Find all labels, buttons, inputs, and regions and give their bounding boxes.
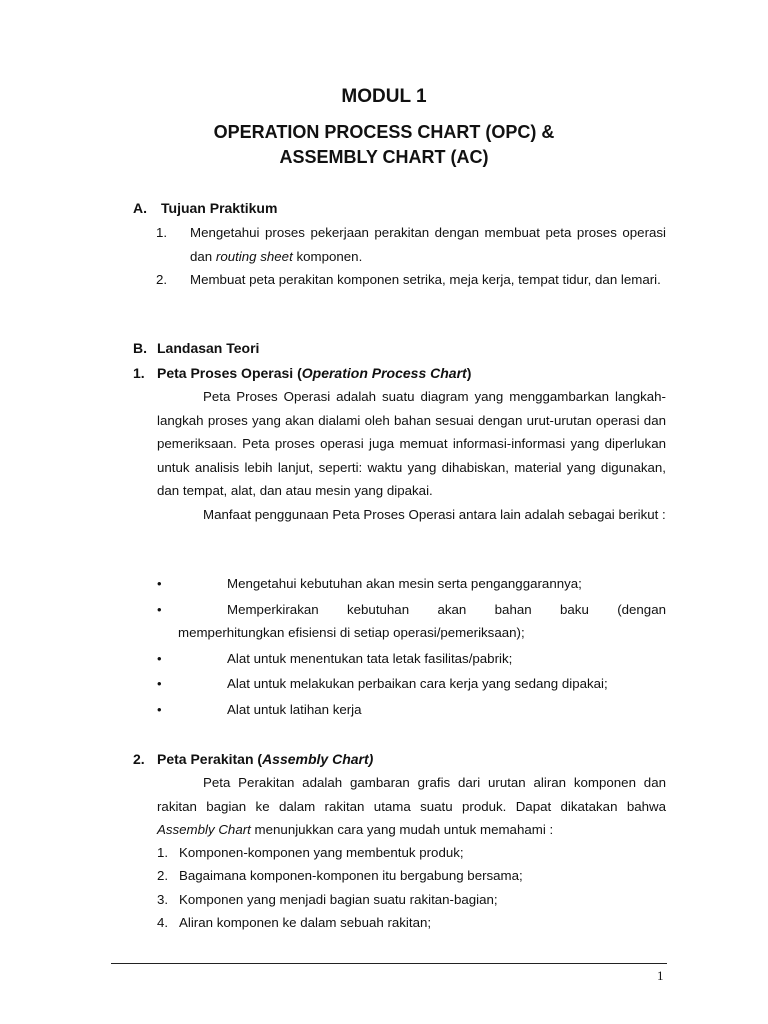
list-item: 1. Komponen-komponen yang membentuk produk; xyxy=(157,845,464,860)
bullet-item: • Alat untuk melakukan perbaikan cara kerja yang sedang dipakai; xyxy=(157,672,666,696)
module-title: MODUL 1 xyxy=(341,86,427,107)
subsection-2-heading: 2. Peta Perakitan (Assembly Chart) xyxy=(133,751,374,767)
title-line-1: OPERATION PROCESS CHART (OPC) & xyxy=(213,122,555,142)
list-item-number: 1. xyxy=(156,225,168,240)
paragraph: Peta Proses Operasi adalah suatu diagram yang menggambarkan langkah-langkah proses yang akan dialami oleh bahan sesuai dengan urut-urutan operasi dan pemeriksaan. Peta proses operasi juga memuat informasi-informasi yang diperlukan untuk analisis lebih lanjut, seperti: waktu yang dihabiskan, material yang digunakan, dan tempat, alat, dan atau mesin yang dipakai. xyxy=(157,389,666,498)
list-item xyxy=(156,221,666,268)
list-item xyxy=(156,268,666,292)
bullet-item: • Mengetahui kebutuhan akan mesin serta penganggarannya; xyxy=(157,572,666,596)
section-a-title: Tujuan Praktikum xyxy=(161,200,278,216)
section-b-heading xyxy=(133,340,259,356)
section-a-heading xyxy=(133,200,277,216)
list-item: 4. Aliran komponen ke dalam sebuah rakitan; xyxy=(157,914,432,930)
bullet-icon: • xyxy=(157,701,162,717)
bullet-icon: • xyxy=(157,576,162,591)
bullet-item: • Alat untuk menentukan tata letak fasilitas/pabrik; xyxy=(157,647,666,671)
document-title xyxy=(0,120,768,170)
bullet-icon: • xyxy=(157,650,162,666)
footer-divider xyxy=(111,963,667,964)
ac-understanding-list xyxy=(157,841,666,934)
paragraph: Manfaat penggunaan Peta Proses Operasi antara lain adalah sebagai berikut : xyxy=(203,506,666,522)
opc-benefits-list xyxy=(157,572,666,723)
bullet-item: • Memperkirakan kebutuhan akan bahan baku (dengan memperhitungkan efisiensi di setiap operasi/pemeriksaan); xyxy=(157,598,666,645)
list-item-text: Membuat peta perakitan komponen setrika, meja kerja, tempat tidur, dan lemari. xyxy=(190,272,661,287)
list-item-text: Mengetahui proses pekerjaan perakitan dengan membuat peta proses operasi dan routing sheet komponen. xyxy=(190,225,666,264)
section-b-title: Landasan Teori xyxy=(157,340,260,356)
subsection-1-heading: 1. Peta Proses Operasi (Operation Process Chart) xyxy=(133,365,472,381)
bullet-icon: • xyxy=(157,676,162,691)
list-item-number: 2. xyxy=(156,272,168,287)
section-b-label: B. xyxy=(133,340,147,356)
list-item: 3. Komponen yang menjadi bagian suatu rakitan-bagian; xyxy=(157,891,498,907)
paragraph: Peta Perakitan adalah gambaran grafis dari urutan aliran komponen dan rakitan bagian ke dalam rakitan utama suatu produk. Dapat dikatakan bahwa Assembly Chart menunjukkan cara yang mudah untuk memahami : xyxy=(157,775,666,837)
ac-description xyxy=(157,771,666,842)
page-number: 1 xyxy=(657,968,664,983)
list-item: 2. Bagaimana komponen-komponen itu bergabung bersama; xyxy=(157,868,523,884)
title-line-2: ASSEMBLY CHART (AC) xyxy=(279,147,489,167)
objectives-list xyxy=(156,221,666,292)
bullet-item: • Alat untuk latihan kerja xyxy=(157,698,666,722)
section-a-label: A. xyxy=(133,200,147,216)
bullet-icon: • xyxy=(157,601,162,617)
opc-description xyxy=(157,385,666,526)
